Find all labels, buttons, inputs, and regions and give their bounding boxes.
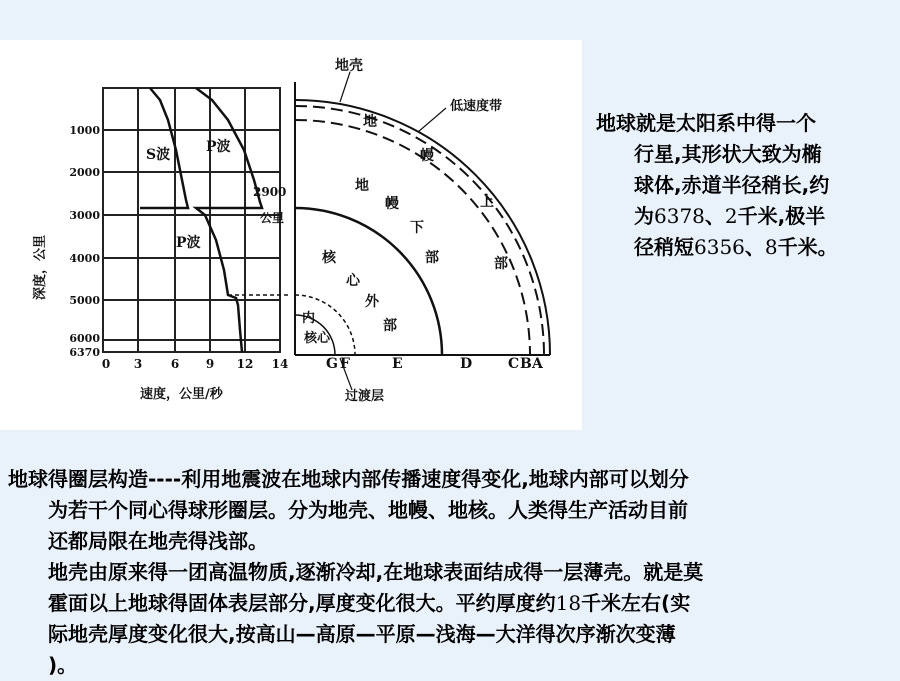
body-text-part: 千米左右(实 bbox=[581, 591, 691, 615]
side-text-part: 径稍短 bbox=[634, 235, 694, 259]
outer-core-char4: 部 bbox=[383, 318, 397, 334]
layer-letter: D bbox=[460, 356, 473, 372]
y-tick: 2000 bbox=[69, 166, 100, 179]
body-text-part: 霍面以上地球得固体表层部分,厚度变化很大。平约厚度约 bbox=[48, 591, 556, 615]
lower-mantle-char2: 幔 bbox=[385, 196, 399, 212]
earth-structure-figure bbox=[0, 40, 582, 430]
body-line: )。 bbox=[48, 653, 78, 677]
x-tick-labels bbox=[102, 357, 289, 371]
side-line: 球体,赤道半径稍长,约 bbox=[634, 173, 830, 197]
layer-structure-text bbox=[8, 464, 888, 681]
body-line: 地球得圈层构造----利用地震波在地球内部传播速度得变化,地球内部可以划分 bbox=[8, 467, 689, 491]
y-tick: 4000 bbox=[69, 252, 100, 265]
equatorial-radius-decimal: 2 bbox=[724, 204, 738, 228]
boundary-unit-label: 公里 bbox=[260, 211, 285, 225]
side-text-part: 、 bbox=[704, 204, 725, 228]
body-line: 际地壳厚度变化很大,按高山—高原—平原—浅海—大洋得次序渐次变薄 bbox=[48, 622, 676, 646]
body-line bbox=[8, 588, 888, 619]
layer-letter: C bbox=[508, 356, 520, 372]
average-thickness-number: 18 bbox=[555, 591, 582, 615]
planet-description bbox=[596, 108, 881, 263]
outer-core-char3: 外 bbox=[365, 294, 379, 310]
transition-layer-label: 过渡层 bbox=[345, 389, 385, 404]
side-text-part: 、 bbox=[744, 235, 765, 259]
lower-mantle-char1: 地 bbox=[355, 178, 369, 194]
y-tick: 1000 bbox=[69, 124, 100, 137]
layer-letter: B bbox=[520, 356, 532, 372]
y-tick-labels bbox=[69, 124, 100, 359]
layer-letter: F bbox=[340, 356, 350, 372]
upper-mantle-char1: 地 bbox=[363, 114, 377, 130]
side-line: 行星,其形状大致为椭 bbox=[634, 142, 822, 166]
body-line: 还都局限在地壳得浅部。 bbox=[48, 529, 268, 553]
low-velocity-leader bbox=[418, 108, 446, 132]
layer-letters bbox=[326, 356, 544, 372]
y-tick: 5000 bbox=[69, 294, 100, 307]
y-axis-label: 深度，公里 bbox=[33, 234, 48, 300]
layer-letter: E bbox=[392, 356, 403, 372]
earth-layers bbox=[295, 82, 550, 355]
x-tick: 6 bbox=[170, 357, 180, 371]
s-wave-label: S波 bbox=[146, 147, 171, 163]
y-tick: 6370 bbox=[69, 346, 100, 359]
side-text-part: 千米,极半 bbox=[737, 204, 826, 228]
upper-mantle-char4: 部 bbox=[494, 256, 508, 272]
lower-mantle-char4: 部 bbox=[425, 250, 439, 266]
side-text-part: 为 bbox=[634, 204, 654, 228]
upper-mantle-char3: 上 bbox=[480, 194, 494, 210]
outer-core-char2: 心 bbox=[346, 273, 360, 289]
side-line: 地球就是太阳系中得一个 bbox=[596, 111, 816, 135]
x-tick: 14 bbox=[271, 357, 289, 371]
inner-core-char1: 内 bbox=[302, 311, 316, 326]
x-tick: 9 bbox=[205, 357, 215, 371]
x-axis-label: 速度，公里/秒 bbox=[140, 387, 223, 402]
p-wave-label-top: P波 bbox=[206, 139, 231, 155]
y-tick: 6000 bbox=[69, 332, 100, 345]
p-wave-label-bottom: P波 bbox=[176, 235, 201, 251]
body-line: 为若干个同心得球形圈层。分为地壳、地幔、地核。人类得生产活动目前 bbox=[48, 498, 688, 522]
equatorial-radius-number: 6378 bbox=[654, 204, 705, 228]
y-tick: 3000 bbox=[69, 209, 100, 222]
side-line bbox=[596, 232, 881, 263]
side-line bbox=[596, 201, 881, 232]
seismic-velocity-diagram bbox=[0, 40, 582, 430]
inner-core-char2: 核心 bbox=[304, 331, 331, 346]
layer-letter: A bbox=[532, 356, 543, 372]
p-wave-curve bbox=[196, 88, 262, 352]
x-tick: 3 bbox=[133, 357, 143, 371]
polar-radius-number: 6356 bbox=[694, 235, 745, 259]
crust-label: 地壳 bbox=[335, 58, 363, 74]
x-tick: 12 bbox=[236, 357, 254, 371]
x-tick: 0 bbox=[101, 357, 111, 371]
velocity-grid bbox=[103, 88, 280, 352]
lower-mantle-char3: 下 bbox=[410, 220, 424, 236]
crust-leader bbox=[340, 72, 350, 102]
outer-core-char1: 核 bbox=[322, 250, 336, 266]
layer-letter: G bbox=[326, 356, 338, 372]
upper-mantle-char2: 幔 bbox=[420, 148, 434, 164]
boundary-depth-label: 2900 bbox=[253, 185, 287, 199]
side-text-part: 千米。 bbox=[777, 235, 838, 259]
polar-radius-decimal: 8 bbox=[764, 235, 778, 259]
low-velocity-label: 低速度带 bbox=[450, 99, 503, 114]
body-line: 地壳由原来得一团高温物质,逐渐冷却,在地球表面结成得一层薄壳。就是莫 bbox=[48, 560, 704, 584]
